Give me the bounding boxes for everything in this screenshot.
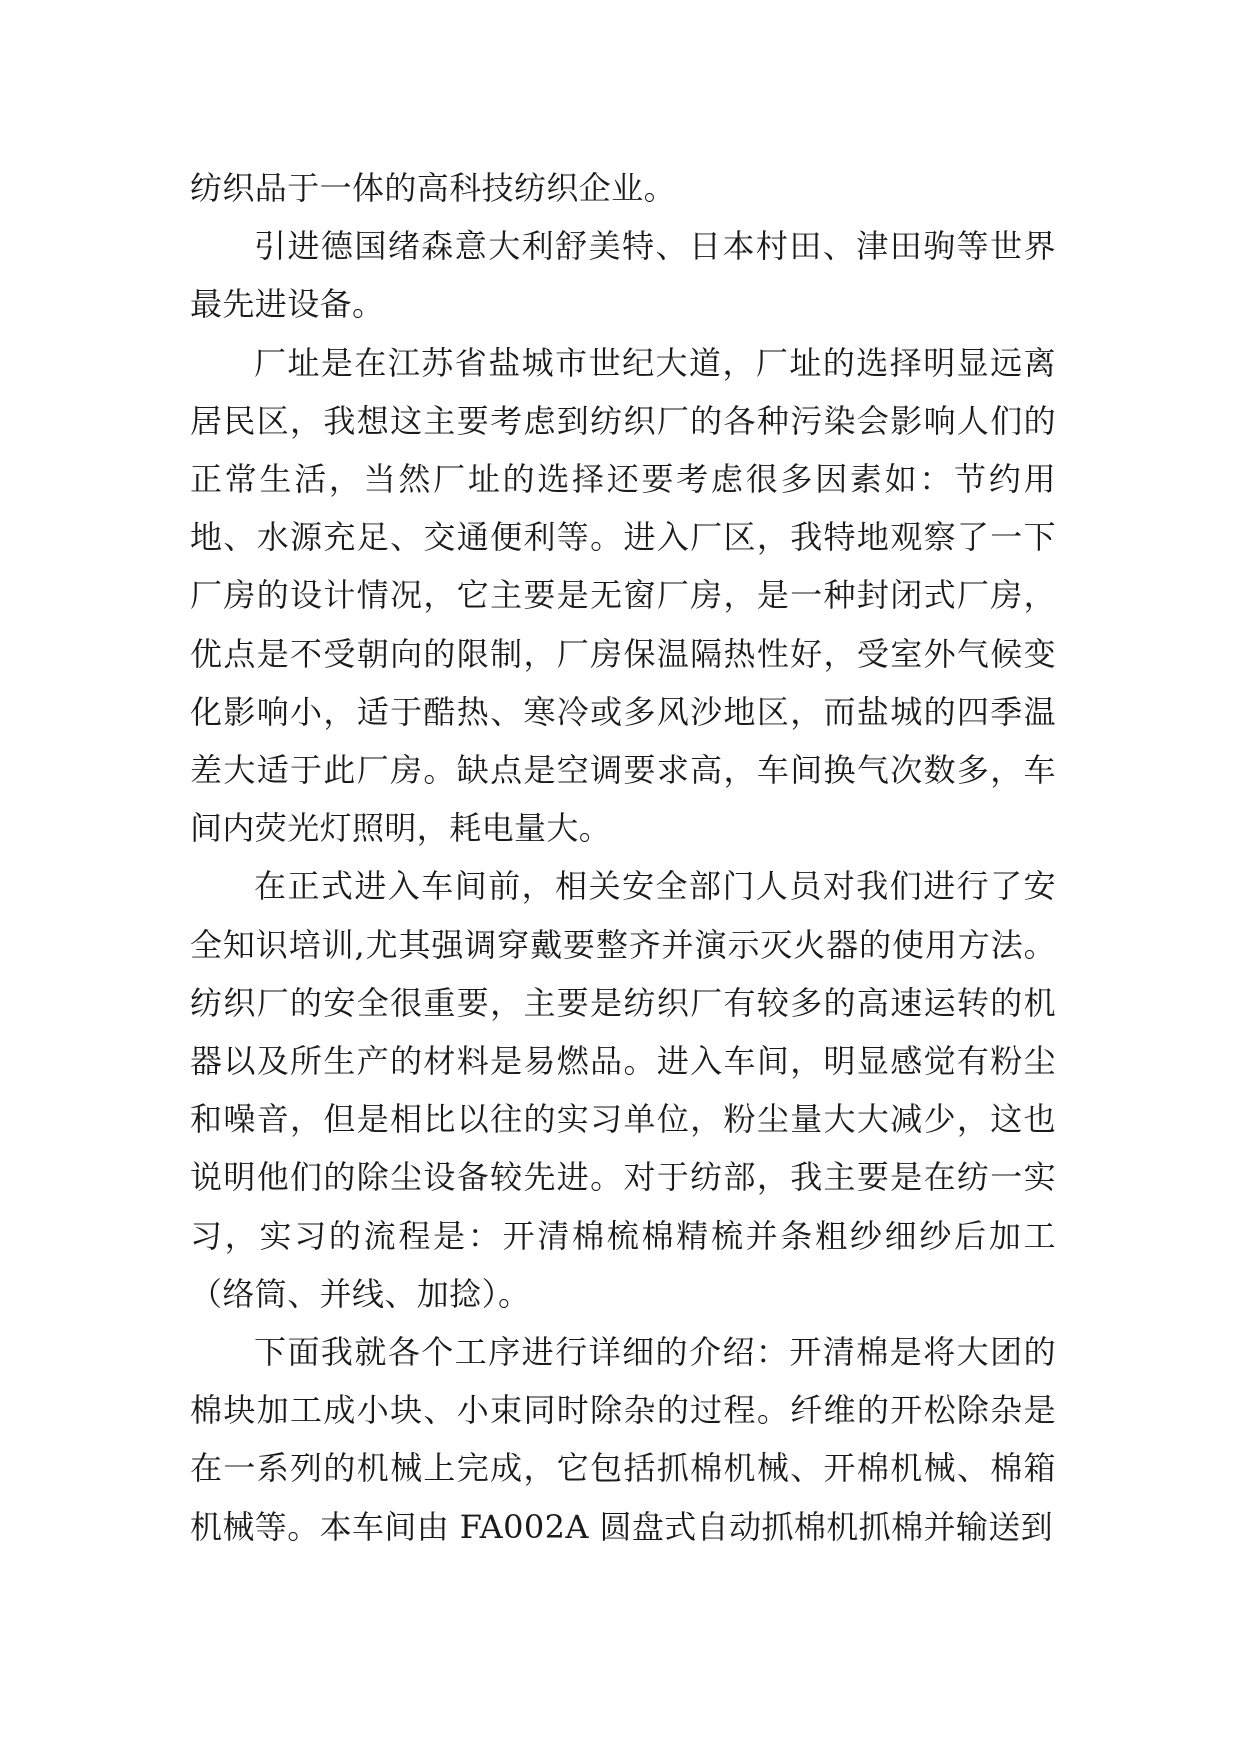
paragraph-2: 引进德国绪森意大利舒美特、日本村田、津田驹等世界最先进设备。	[190, 227, 1056, 324]
paragraph-5: 下面我就各个工序进行详细的介绍：开清棉是将大团的棉块加工成小块、小束同时除杂的过程。纤维的开松除杂是在一系列的机械上完成，它包括抓棉机械、开棉机械、棉箱机械等。本车间由 FA002A 圆盘式自动抓棉机抓棉并输送到	[190, 1333, 1056, 1546]
document-body	[190, 159, 1056, 1556]
paragraph-3: 厂址是在江苏省盐城市世纪大道，厂址的选择明显远离居民区，我想这主要考虑到纺织厂的各种污染会影响人们的正常生活，当然厂址的选择还要考虑很多因素如：节约用地、水源充足、交通便利等。进入厂区，我特地观察了一下厂房的设计情况，它主要是无窗厂房，是一种封闭式厂房，优点是不受朝向的限制，厂房保温隔热性好，受室外气候变化影响小，适于酷热、寒冷或多风沙地区，而盐城的四季温差大适于此厂房。缺点是空调要求高，车间换气次数多，车间内荧光灯照明，耗电量大。	[190, 343, 1056, 848]
paragraph-4: 在正式进入车间前，相关安全部门人员对我们进行了安全知识培训,尤其强调穿戴要整齐并演示灭火器的使用方法。纺织厂的安全很重要，主要是纺织厂有较多的高速运转的机器以及所生产的材料是易燃品。进入车间，明显感觉有粉尘和噪音，但是相比以往的实习单位，粉尘量大大减少，这也说明他们的除尘设备较先进。对于纺部，我主要是在纺一实习，实习的流程是：开清棉梳棉精梳并条粗纱细纱后加工（络筒、并线、加捻）。	[190, 867, 1056, 1313]
paragraph-1: 纺织品于一体的高科技纺织企业。	[190, 169, 677, 207]
